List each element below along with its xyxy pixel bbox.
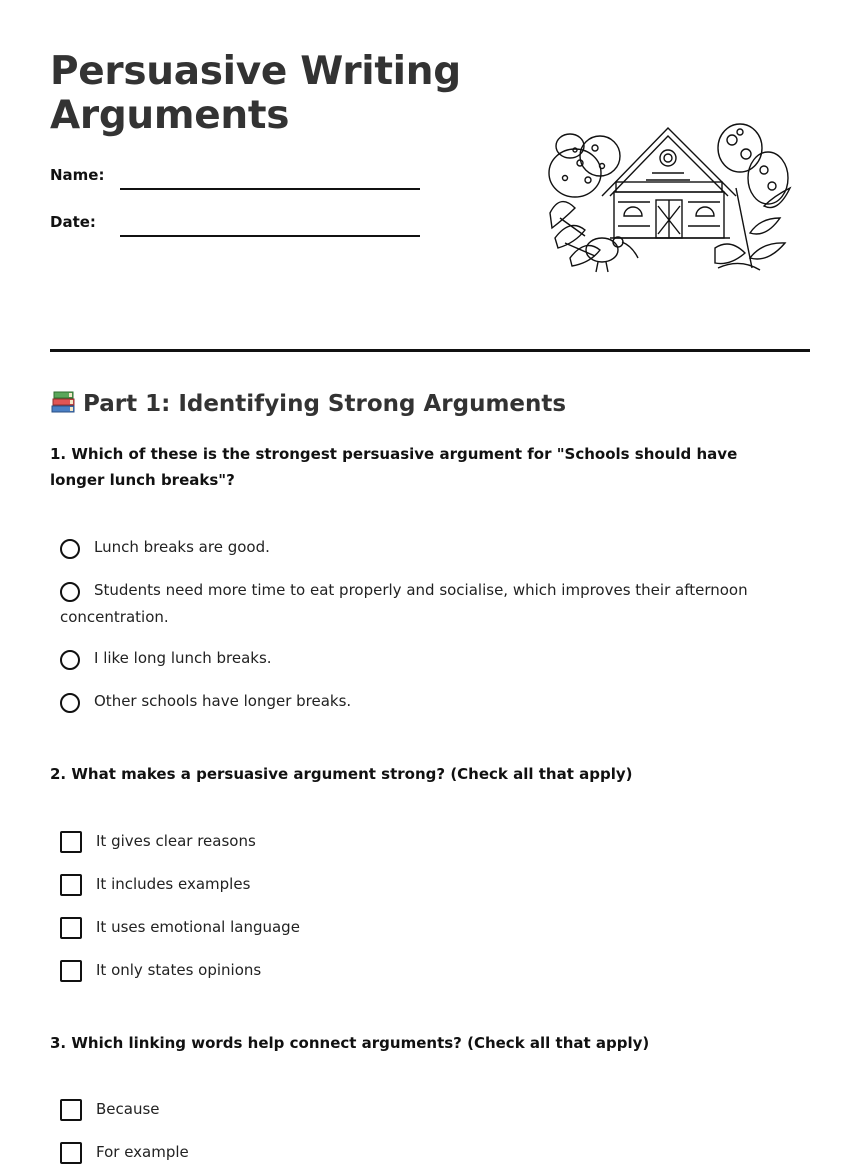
books-icon <box>50 388 77 423</box>
option-label: It only states opinions <box>96 961 262 979</box>
checkbox[interactable] <box>60 874 82 896</box>
right-tree-icon <box>715 124 790 270</box>
option-label: Lunch breaks are good. <box>94 538 270 556</box>
section-divider <box>50 349 810 352</box>
option-label: Other schools have longer breaks. <box>94 692 352 710</box>
name-line[interactable] <box>120 188 420 190</box>
checkbox[interactable] <box>60 960 82 982</box>
date-field[interactable] <box>50 207 420 237</box>
name-label: Name: <box>50 166 105 184</box>
option-label: For example <box>96 1143 189 1161</box>
question-1-option-2[interactable] <box>60 577 760 631</box>
house-icon <box>602 128 736 238</box>
radio-button[interactable] <box>60 650 80 670</box>
question-2-option-4[interactable] <box>60 957 760 984</box>
question-2-option-2[interactable] <box>60 871 760 898</box>
house-illustration <box>540 118 800 278</box>
option-label: It includes examples <box>96 875 251 893</box>
option-label: Students need more time to eat properly and socialise, which improves their afternoon concentration. <box>60 581 748 626</box>
question-3: 3. Which linking words help connect arguments? (Check all that apply) <box>50 1034 650 1052</box>
title-line-2: Arguments <box>50 93 290 138</box>
option-label: I like long lunch breaks. <box>94 649 272 667</box>
worksheet-title <box>50 50 461 138</box>
kiwi-bird-icon <box>586 237 638 272</box>
question-3-option-1[interactable] <box>60 1096 760 1123</box>
date-line[interactable] <box>120 235 420 237</box>
checkbox[interactable] <box>60 831 82 853</box>
question-2-option-3[interactable] <box>60 914 760 941</box>
question-3-option-2[interactable] <box>60 1139 760 1166</box>
question-1: 1. Which of these is the strongest persuasive argument for "Schools should have longer lunch breaks"? <box>50 445 738 489</box>
checkbox[interactable] <box>60 1099 82 1121</box>
left-tree-icon <box>549 134 620 266</box>
date-label: Date: <box>50 213 96 231</box>
radio-button[interactable] <box>60 693 80 713</box>
checkbox[interactable] <box>60 917 82 939</box>
part-1-heading-text: Part 1: Identifying Strong Arguments <box>83 391 567 417</box>
title-line-1: Persuasive Writing <box>50 49 461 94</box>
name-field[interactable] <box>50 160 420 190</box>
radio-button[interactable] <box>60 582 80 602</box>
option-label: Because <box>96 1100 160 1118</box>
question-1-option-1[interactable] <box>60 534 760 561</box>
part-1-heading <box>50 388 566 423</box>
question-1-option-4[interactable] <box>60 688 760 715</box>
question-2-option-1[interactable] <box>60 828 760 855</box>
question-2: 2. What makes a persuasive argument strong? (Check all that apply) <box>50 765 633 783</box>
option-label: It uses emotional language <box>96 918 300 936</box>
option-label: It gives clear reasons <box>96 832 256 850</box>
question-1-option-3[interactable] <box>60 645 760 672</box>
radio-button[interactable] <box>60 539 80 559</box>
